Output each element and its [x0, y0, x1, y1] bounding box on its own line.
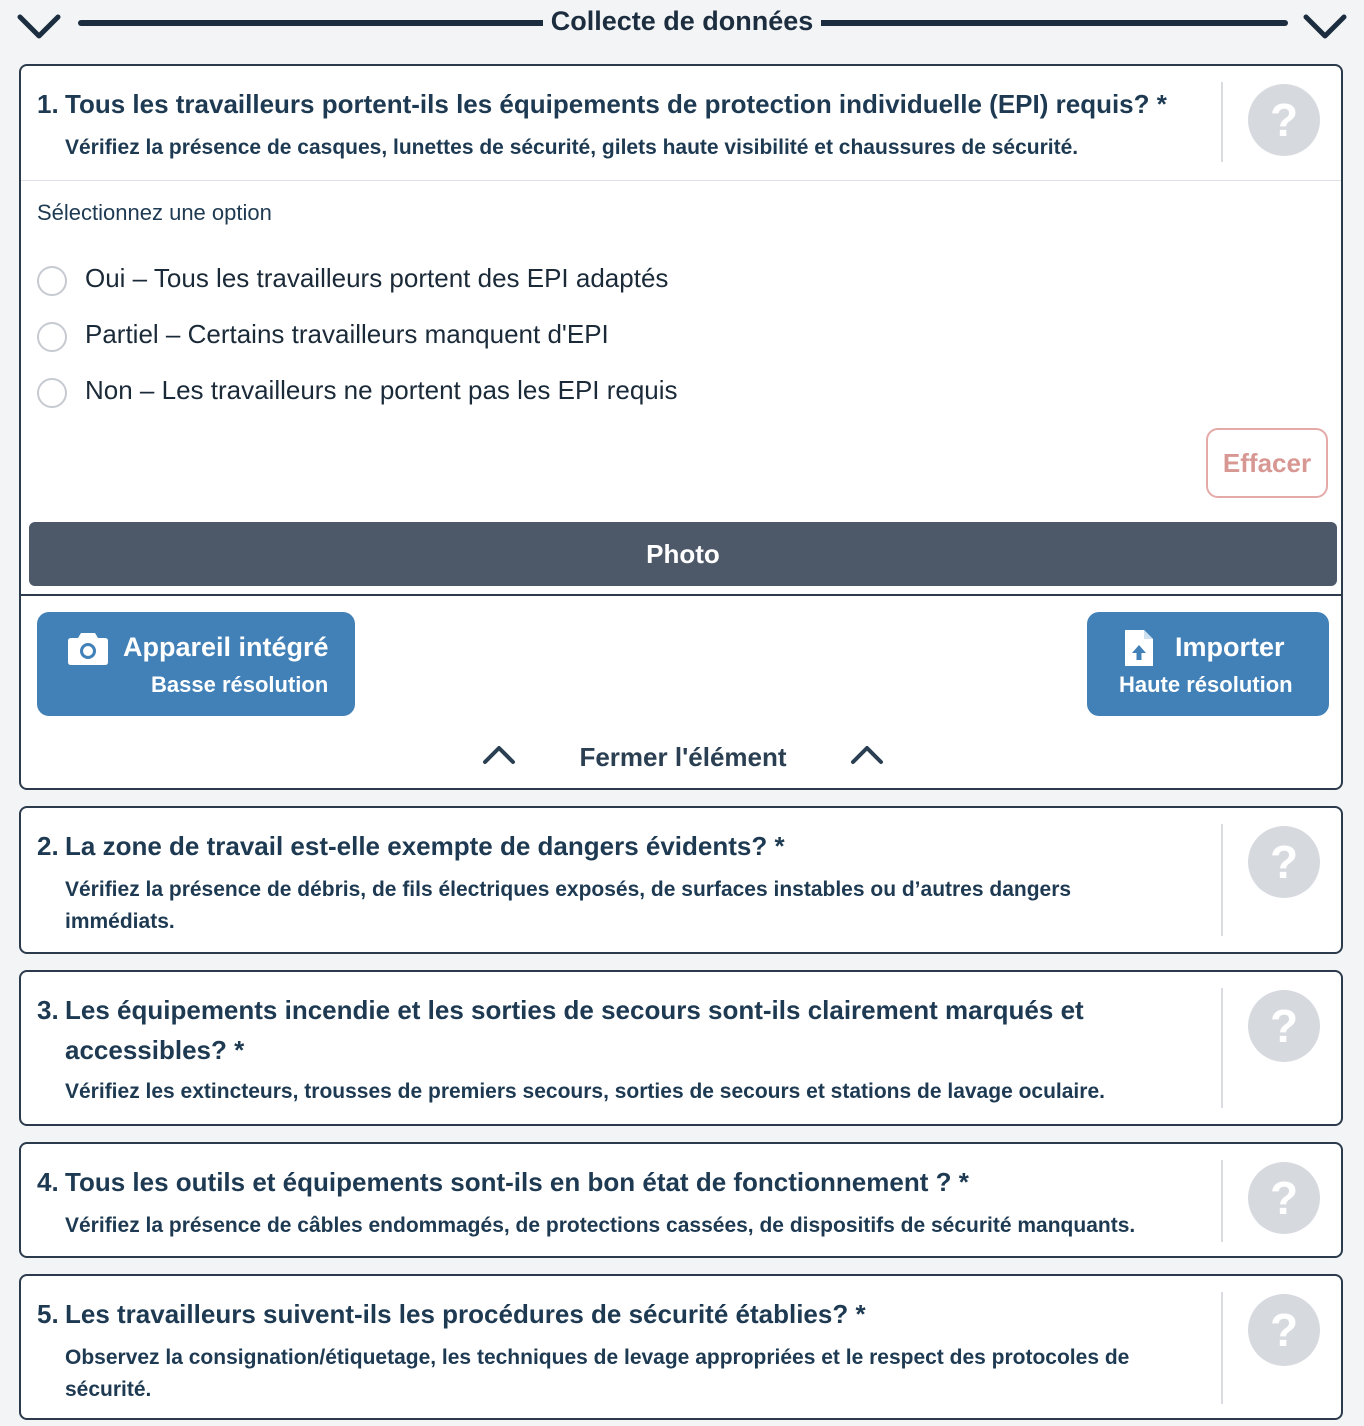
radio-button[interactable] [37, 378, 67, 408]
chevron-up-icon [849, 744, 885, 766]
question-mark-icon: ? [1269, 1000, 1299, 1052]
import-button[interactable] [1087, 612, 1329, 716]
help-button[interactable] [1248, 826, 1320, 898]
question-mark-icon: ? [1269, 836, 1299, 888]
question-description: Observez la consignation/étiquetage, les techniques de levage appropriées et le respect des protocoles de sécurité. [65, 1346, 1130, 1401]
clear-button[interactable]: Effacer [1206, 428, 1328, 498]
question-title: 1. Tous les travailleurs portent-ils les équipements de protection individuelle (EPI) requis? * [37, 89, 1167, 119]
question-title: 2. La zone de travail est-elle exempte de dangers évidents? * [37, 831, 785, 861]
question-card-4[interactable] [19, 1142, 1343, 1258]
collapse-right-button[interactable] [1300, 10, 1350, 42]
question-title: 3. Les équipements incendie et les sorties de secours sont-ils clairement marqués et accessibles? * [37, 995, 1084, 1065]
header-separator [1221, 1160, 1223, 1242]
camera-button[interactable] [37, 612, 355, 716]
header-rule-right [816, 20, 1288, 26]
header-separator [1221, 824, 1223, 936]
help-button[interactable] [1248, 1162, 1320, 1234]
divider [21, 594, 1341, 596]
question-card-1 [19, 64, 1343, 790]
close-item-label: Fermer l'élément [579, 742, 787, 772]
radio-label: Non – Les travailleurs ne portent pas les EPI requis [85, 375, 678, 405]
select-label: Sélectionnez une option [37, 200, 272, 225]
question-mark-icon: ? [1269, 1304, 1299, 1356]
help-button[interactable] [1248, 84, 1320, 156]
radio-button[interactable] [37, 322, 67, 352]
header-separator [1221, 988, 1223, 1108]
question-mark-icon: ? [1269, 94, 1299, 146]
question-description: Vérifiez la présence de câbles endommagés, de protections cassées, de dispositifs de sécurité manquants. [65, 1214, 1136, 1237]
section-header [0, 0, 1364, 52]
chevron-down-icon [14, 10, 64, 42]
question-description: Vérifiez les extincteurs, trousses de premiers secours, sorties de secours et stations de lavage oculaire. [65, 1080, 1105, 1103]
file-upload-icon [1123, 628, 1155, 668]
header-rule-left [78, 20, 548, 26]
import-button-title: Importer [1175, 632, 1285, 662]
photo-section-bar: Photo [29, 522, 1337, 586]
close-item-button[interactable] [21, 738, 1341, 782]
camera-button-subtitle: Basse résolution [151, 672, 329, 697]
help-button[interactable] [1248, 990, 1320, 1062]
question-card-5[interactable] [19, 1274, 1343, 1420]
header-separator [1221, 82, 1223, 162]
import-button-subtitle: Haute résolution [1119, 672, 1293, 697]
header-separator [1221, 1292, 1223, 1404]
camera-icon [67, 630, 109, 666]
radio-button[interactable] [37, 266, 67, 296]
question-card-2[interactable] [19, 806, 1343, 954]
question-title: 5. Les travailleurs suivent-ils les procédures de sécurité établies? * [37, 1299, 866, 1329]
help-button[interactable] [1248, 1294, 1320, 1366]
question-description: Vérifiez la présence de casques, lunettes de sécurité, gilets haute visibilité et chaussures de sécurité. [65, 136, 1079, 159]
section-title: Collecte de données [0, 6, 1364, 37]
camera-button-title: Appareil intégré [123, 632, 329, 662]
radio-label: Partiel – Certains travailleurs manquent d'EPI [85, 319, 609, 349]
question-title: 4. Tous les outils et équipements sont-ils en bon état de fonctionnement ? * [37, 1167, 969, 1197]
question-mark-icon: ? [1269, 1172, 1299, 1224]
collapse-left-button[interactable] [14, 10, 64, 42]
radio-label: Oui – Tous les travailleurs portent des EPI adaptés [85, 263, 669, 293]
question-card-3[interactable] [19, 970, 1343, 1126]
question-description: Vérifiez la présence de débris, de fils électriques exposés, de surfaces instables ou d’autres dangers immédiats. [65, 878, 1072, 933]
chevron-down-icon [1300, 10, 1350, 42]
divider [21, 180, 1341, 181]
